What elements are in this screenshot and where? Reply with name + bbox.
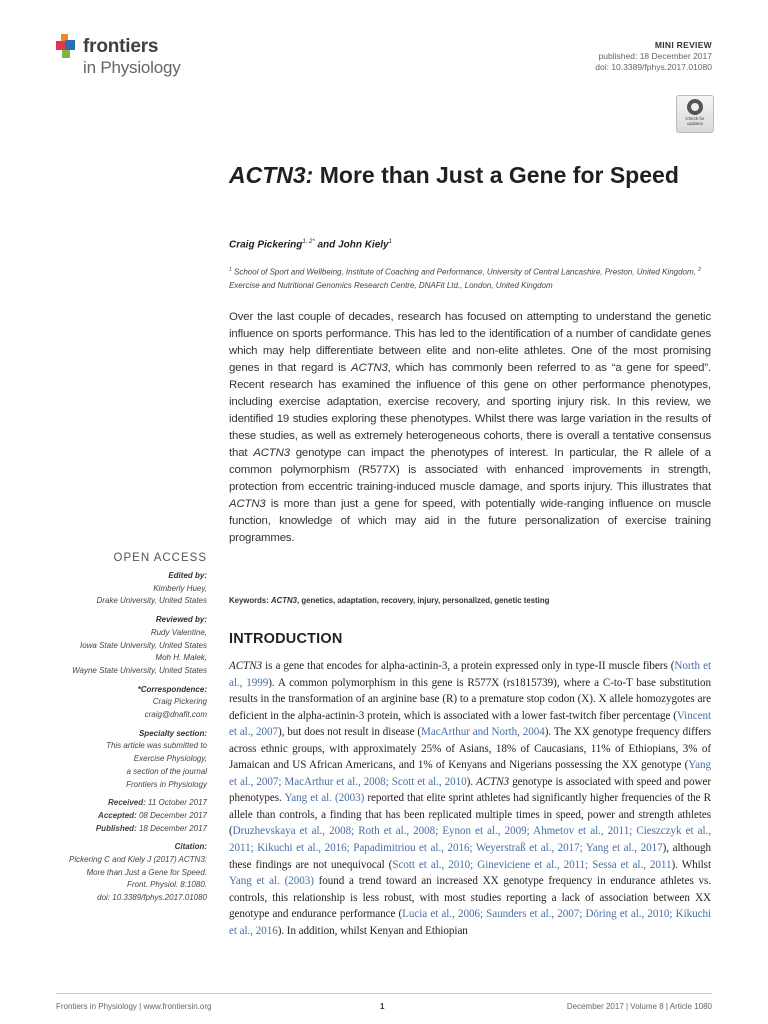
reviewed-by-label: Reviewed by: xyxy=(155,615,207,625)
affiliations xyxy=(229,264,709,292)
editor-affil: Drake University, United States xyxy=(96,596,207,606)
keywords xyxy=(229,596,711,605)
reviewer-1-name: Rudy Valentine, xyxy=(150,627,207,637)
author-2[interactable]: John Kiely xyxy=(338,239,389,251)
journal-name-line2: in Physiology xyxy=(83,58,181,77)
body-text: is a gene that encodes for alpha-actinin-3, a protein expressed only in type-II muscle fibers ( xyxy=(262,660,675,672)
received-value: 11 October 2017 xyxy=(145,798,207,808)
citation-doi[interactable]: doi: 10.3389/fphys.2017.01080 xyxy=(97,893,207,903)
citation-link[interactable]: Lucia et al., 2006; Saunders et al., 2007; Döring et al., 2010; Kikuchi et al., 2016 xyxy=(229,908,712,937)
citation-link[interactable]: Yang et al., 2007; MacArthur et al., 2008; Scott et al., 2010 xyxy=(229,759,711,788)
body-text: genotype is associated with speed and power phenotypes. xyxy=(229,775,711,805)
correspondence-name: Craig Pickering xyxy=(152,697,207,707)
abstract xyxy=(229,309,711,547)
title-gene: ACTN3: xyxy=(229,162,314,188)
affil-1-num: 1 xyxy=(229,267,232,273)
footer-journal-link[interactable]: Frontiers in Physiology | www.frontiersin.org xyxy=(56,1002,212,1011)
correspondence-label: *Correspondence: xyxy=(137,684,207,694)
specialty-label: Specialty section: xyxy=(138,728,207,738)
body-text: reported that elite sprint athletes had significantly higher frequencies of the R allele than controls, a finding that has been replicated multiple times in speed, power and strength athletes ( xyxy=(229,792,711,838)
editor-name: Kimberly Huey, xyxy=(153,583,207,593)
abstract-gene: ACTN3 xyxy=(253,447,290,459)
received-date xyxy=(56,797,207,810)
affil-2: Exercise and Nutritional Genomics Research Centre, DNAFit Ltd., London, United Kingdom xyxy=(229,280,553,290)
footer-divider xyxy=(56,993,712,994)
abstract-text: Over the last couple of decades, research has focused on attempting to understand the genetic influence on sports performance. This has led to the identification of a number of candidate genes which may help differentiate between elite and non-elite athletes. One of the most promising genes in that regard is xyxy=(229,311,711,374)
abstract-text: , which has commonly been referred to as “a gene for speed”. Recent research has examined the influence of this gene on other performance phenotypes, including exercise adaptation, exercise recovery, and sporting injury risk. In this review, we identified 19 studies exploring these phenotypes. Whilst there was large variation in the results of these studies, as well as extremely heterogeneous cohorts, there is overall a tentative consensus that xyxy=(229,362,711,459)
correspondence-email[interactable]: craig@dnafit.com xyxy=(144,710,207,720)
article-type: MINI REVIEW xyxy=(654,40,712,50)
article-meta xyxy=(595,40,712,73)
accepted-date xyxy=(56,810,207,823)
reviewer-2-name: Moh H. Malek, xyxy=(155,653,207,663)
citation-line: More than Just a Gene for Speed. xyxy=(86,867,207,877)
accepted-value: 08 December 2017 xyxy=(136,810,207,820)
section-heading-introduction: INTRODUCTION xyxy=(229,631,343,647)
body-text: found a trend toward an increased XX genotype frequency in endurance athletes vs. controls, this relationship is less robust, with most studies reporting a lack of association between XX genotype and endurance performance ( xyxy=(229,875,711,921)
published-value: 18 December 2017 xyxy=(136,823,207,833)
journal-logo[interactable] xyxy=(56,30,206,82)
citation-link[interactable]: North et al., 1999 xyxy=(229,660,711,689)
keywords-list: , genetics, adaptation, recovery, injury, personalized, genetic testing xyxy=(297,596,550,605)
introduction-body xyxy=(229,658,711,939)
gene-name: ACTN3 xyxy=(476,775,510,788)
body-text: ). xyxy=(466,775,477,788)
open-access-label: OPEN ACCESS xyxy=(113,552,207,564)
published-date: published: 18 December 2017 xyxy=(598,51,712,61)
specialty-line: This article was submitted to xyxy=(106,741,207,751)
citation-link[interactable]: Yang et al. (2003) xyxy=(284,792,365,805)
journal-name-line1: frontiers xyxy=(83,36,159,57)
keyword-gene: ACTN3 xyxy=(271,596,298,605)
citation-link[interactable]: MacArthur and North, 2004 xyxy=(421,726,545,739)
edited-by-label: Edited by: xyxy=(168,571,207,580)
author-connector: and xyxy=(314,239,339,251)
specialty-line: a section of the journal xyxy=(126,766,207,776)
article-title xyxy=(229,160,699,190)
affil-1: School of Sport and Wellbeing, Institute of Coaching and Performance, University of Central Lancashire, Preston, United Kingdom, xyxy=(231,267,699,277)
frontiers-logo-icon xyxy=(56,34,80,58)
author-1[interactable]: Craig Pickering xyxy=(229,239,303,251)
citation-link[interactable]: Vincent et al., 2007 xyxy=(229,709,711,739)
published-date-sidebar xyxy=(56,823,207,836)
body-text: ). In addition, whilst Kenyan and Ethiopian xyxy=(277,924,468,937)
author-2-affil: 1 xyxy=(388,239,392,245)
check-updates-label: Check for updates xyxy=(685,116,705,126)
check-updates-icon xyxy=(687,99,703,115)
doi[interactable]: doi: 10.3389/fphys.2017.01080 xyxy=(595,62,712,72)
check-for-updates-button[interactable] xyxy=(676,95,714,133)
body-text: ), although these findings are not unequivocal ( xyxy=(229,842,711,871)
accepted-label: Accepted: xyxy=(98,810,137,820)
gene-name: ACTN3 xyxy=(229,660,263,672)
reviewer-2-affil: Wayne State University, United States xyxy=(72,665,207,675)
body-text: ). The XX genotype frequency differs across ethnic groups, with approximately 25% of Asians, 18% of Caucasians, 11% of Ethiopians, 3% of Jamaican and US African Americans, and 1% of Kenyans and Nigerians possessing the XX genotype ( xyxy=(229,726,711,772)
published-label: Published: xyxy=(95,823,137,833)
body-text: ), but does not result in disease ( xyxy=(278,726,422,739)
citation-link[interactable]: Druzhevskaya et al., 2008; Roth et al., 2008; Eynon et al., 2009; Ahmetov et al., 2011; Cieszczyk et al., 2011; Kikuchi et al., 2016; Papadimitriou et al., 2016; Weyerstraß et al., 2017; Yang et al., 2017 xyxy=(229,825,711,855)
abstract-text: is more than just a gene for speed, with potentially wide-ranging influence on muscle function, knowledge of which may aid in the future personalization of exercise training programmes. xyxy=(229,498,711,544)
citation-line: Front. Physiol. 8:1080. xyxy=(126,880,207,890)
specialty-line: Exercise Physiology, xyxy=(133,754,207,764)
abstract-text: genotype can impact the phenotypes of interest. In particular, the R allele of a common polymorphism (R577X) is associated with enhanced improvements in strength, protection from eccentric training-induced muscle damage, and sports injury. This illustrates that xyxy=(229,447,711,493)
body-text: ). A common polymorphism in this gene is R577X (rs1815739), where a C-to-T base substitution results in the transformation of an arginine base (R) to a premature stop codon (X). X allele homozygotes are deficient in the alpha-actinin-3 protein, which is associated with a lower fast-twitch fiber percentage ( xyxy=(229,676,711,722)
abstract-gene: ACTN3 xyxy=(351,362,388,374)
footer-issue-info: December 2017 | Volume 8 | Article 1080 xyxy=(566,1002,712,1011)
author-list xyxy=(229,239,392,250)
title-rest: More than Just a Gene for Speed xyxy=(313,162,679,188)
citation-line: Pickering C and Kiely J (2017) ACTN3: xyxy=(69,855,207,865)
page-number: 1 xyxy=(380,1002,385,1011)
body-text: ). Whilst xyxy=(671,858,711,871)
received-label: Received: xyxy=(107,798,146,808)
abstract-gene: ACTN3 xyxy=(229,498,266,510)
article-sidebar xyxy=(56,552,207,905)
affil-2-num: 2 xyxy=(698,267,701,273)
citation-label: Citation: xyxy=(174,842,207,852)
citation-link[interactable]: Yang et al. (2003) xyxy=(229,875,314,888)
author-1-affil: 1, 2* xyxy=(302,239,315,245)
reviewer-1-affil: Iowa State University, United States xyxy=(79,640,207,650)
keywords-label: Keywords: xyxy=(229,596,272,605)
citation-link[interactable]: Scott et al., 2010; Gineviciene et al., 2011; Sessa et al., 2011 xyxy=(392,858,672,871)
specialty-line: Frontiers in Physiology xyxy=(126,779,207,789)
